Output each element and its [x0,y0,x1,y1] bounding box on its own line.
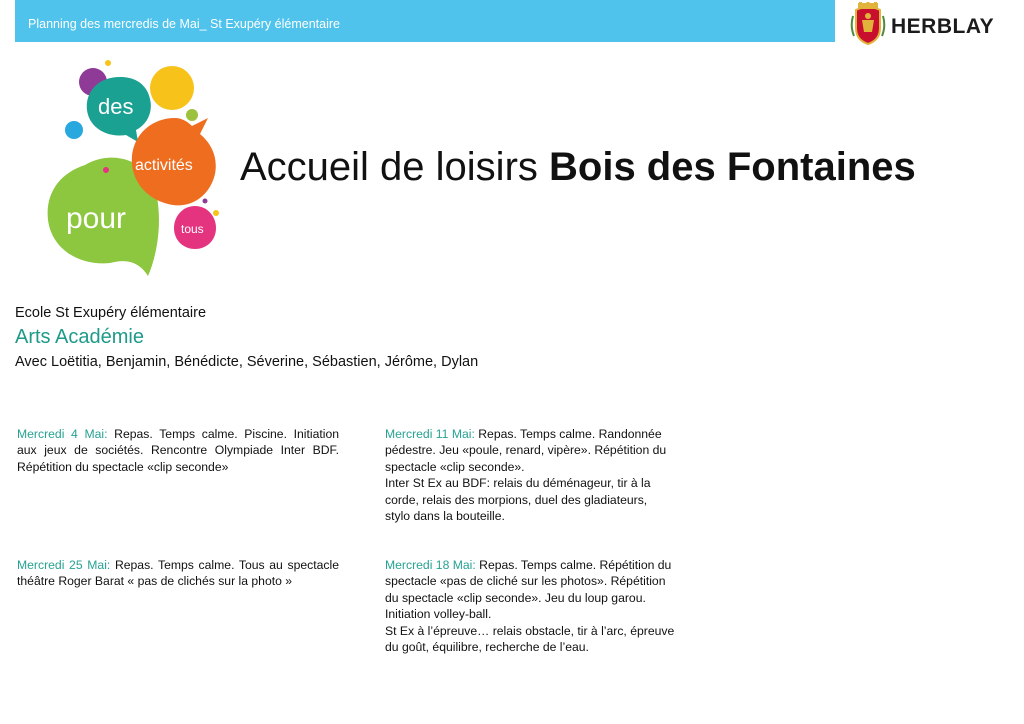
bubble-word-pour: pour [66,202,127,235]
schedule-entry-may11 [385,426,675,524]
title-light: Accueil de loisirs [240,145,550,189]
entry-text-extra: St Ex à l’épreuve… relais obstacle, tir à l’arc, épreuve du goût, équilibre, recherche de l’eau. [385,623,675,655]
town-crest-icon [850,2,886,46]
bubble-word-activites: activités [135,157,193,174]
title-bold: Bois des Fontaines [549,145,916,189]
entry-day: Mercredi 25 Mai: [17,558,111,572]
bubble-word-des: des [98,94,134,119]
entry-text: Repas. Temps calme. Tous au spectacle théâtre Roger Barat « pas de clichés sur la photo » [17,558,339,589]
bubble-word-tous: tous [181,222,204,236]
herblay-logo [850,2,1010,46]
schedule-entry-may18 [385,557,675,655]
brand-name: HERBLAY [891,15,995,38]
schedule-entry-may25 [17,557,339,590]
page-title [240,145,916,190]
entry-text: Repas. Temps calme. Piscine. Initiation aux jeux de sociétés. Rencontre Olympiade Inter BDF. Répétition du spectacle «clip seconde» [17,427,340,474]
entry-day: Mercredi 11 Mai: [385,427,475,441]
activities-bubbles-logo [40,58,230,283]
staff-list: Avec Loëtitia, Benjamin, Bénédicte, Séverine, Sébastien, Jérôme, Dylan [15,354,479,370]
entry-text-extra: Inter St Ex au BDF: relais du déménageur, tir à la corde, relais des morpions, duel des gladiateurs, stylo dans la bouteille. [385,476,651,524]
header-banner [15,0,835,42]
schedule-entry-may4 [17,426,339,475]
program-name: Arts Académie [15,326,144,348]
entry-day: Mercredi 4 Mai: [17,427,108,441]
school-name: Ecole St Exupéry élémentaire [15,305,207,321]
entry-text: Repas. Temps calme. Répétition du spectacle «pas de cliché sur les photos». Répétition du spectacle «clip seconde». Jeu du loup garou. Initiation volley-ball. [385,558,672,622]
entry-day: Mercredi 18 Mai: [385,558,476,572]
entry-text: Repas. Temps calme. Randonnée pédestre. Jeu «poule, renard, vipère». Répétition du spectacle «clip seconde». [385,427,667,474]
banner-title: Planning des mercredis de Mai_ St Exupéry élémentaire [28,17,340,31]
